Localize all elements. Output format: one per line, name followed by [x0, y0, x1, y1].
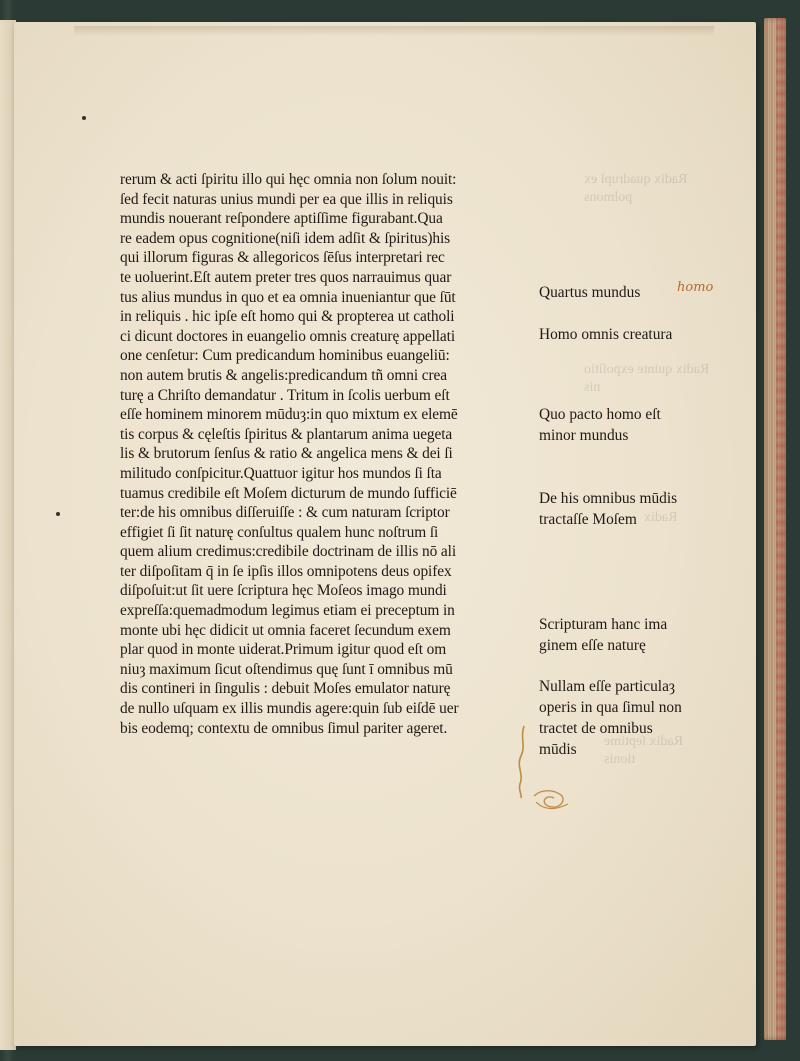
margin-note-line: tractaſſe Moſem	[539, 511, 637, 528]
margin-note-line: mūdis	[539, 741, 577, 758]
text-line: bis eodemq; contextu de omnibus ſimul pariter ageret.	[120, 719, 448, 737]
main-text-block	[120, 170, 540, 738]
ink-speck	[56, 512, 60, 516]
margin-note-homo-omnis-creatura	[539, 324, 729, 345]
text-line: turę a Chriſto demandatur . Tritum in ſcolis uerbum eſt	[120, 386, 450, 404]
text-line: dis contineri in ſingulis : debuit Moſes emulator naturę	[120, 680, 451, 698]
handwritten-flourish-icon	[512, 722, 582, 814]
margin-note-line: Nullam eſſe particulaȝ	[539, 678, 675, 695]
red-edge-staining	[776, 18, 786, 1040]
text-line: re eadem opus cognitione(niſi idem adſit & ſpiritus)his	[120, 229, 451, 247]
text-line: ci dicunt doctores in euangelio omnis creaturę appellati	[120, 327, 456, 345]
showthrough-text: Radix quadrupl ex	[584, 172, 688, 187]
text-line: militudo conſpicitur.Quattuor igitur hos mundos ſi ſta	[120, 464, 442, 482]
text-line: diſpoſuit:ut ſit uere ſcriptura hęc Moſeos imago mundi	[120, 582, 447, 600]
text-line: ter:de his omnibus diſſeruiſſe : & cum naturam ſcriptor	[120, 504, 450, 522]
text-line: in reliquis . hic ipſe eſt homo qui & propterea ut catholi	[120, 308, 455, 326]
text-line: tuamus credibile eſt Moſem dicturum de mundo ſufficiē	[120, 484, 457, 502]
text-line: qui illorum figuras & allegoricos ſēſus interpretari rec	[120, 249, 445, 267]
margin-note-scripturam-imaginem	[539, 614, 729, 656]
handwritten-annotation: homo	[677, 280, 714, 295]
text-line: plar quod in monte uiderat.Primum igitur quod eſt om	[120, 641, 447, 659]
margin-note-line: De his omnibus mūdis	[539, 490, 678, 507]
text-line: one cenſetur: Cum predicandum hominibus euangeliū:	[120, 347, 450, 365]
showthrough-text: tionis	[604, 752, 636, 767]
margin-note-line: minor mundus	[539, 427, 629, 444]
showthrough-text: Radix ſeptime	[604, 734, 683, 749]
top-edge-stain	[74, 26, 714, 36]
book-page	[14, 22, 756, 1046]
showthrough-text: Radix	[644, 510, 678, 525]
text-line: lis & brutorum ſenſus & ratio & angelica mens & dei ſi	[120, 445, 453, 463]
margin-note-line: Quartus mundus	[539, 284, 641, 301]
margin-note-line: Quo pacto homo eſt	[539, 406, 661, 423]
margin-note-line: ginem eſſe naturę	[539, 637, 646, 654]
text-line: de nullo uſquam ex illis mundis agere:quin ſub eiſdē uer	[120, 700, 459, 718]
text-line: ſed fecit naturas unius mundi per ea que illis in reliquis	[120, 190, 453, 208]
text-line: ter diſpoſitam q̄ in ſe ipſis illos omnipotens deus opifex	[120, 562, 452, 580]
text-line: te uoluerint.Eſt autem preter tres quos narrauimus quar	[120, 268, 452, 286]
ink-speck	[82, 116, 86, 120]
text-line: non autem brutis & angelis:predicandum tñ omni crea	[120, 366, 447, 384]
text-line: tis corpus & cęleſtis ſpiritus & plantarum anima uegeta	[120, 425, 453, 443]
margin-note-line: tractet de omnibus	[539, 720, 653, 737]
showthrough-text: nis	[584, 380, 601, 395]
text-line: quem alium credimus:credibile doctrinam de illis nō ali	[120, 543, 456, 561]
text-line: monte ubi hęc didicit ut omnia faceret ſecundum exem	[120, 621, 451, 639]
text-line: effigiet ſi ſit naturę conſultus qualem hunc noſtrum ſi	[120, 523, 439, 541]
text-line: mundis nouerant reſpondere aptiſſime figurabant.Qua	[120, 210, 443, 228]
margin-note-line: operis in qua ſimul non	[539, 699, 682, 716]
text-line: tus alius mundus in quo et ea omnia inueniantur que ſūt	[120, 288, 456, 306]
showthrough-text: Radix quinte expoſitio	[584, 362, 710, 377]
showthrough-text: polmons	[584, 190, 633, 205]
margin-note-line: Scripturam hanc ima	[539, 616, 668, 633]
margin-note-minor-mundus	[539, 404, 729, 446]
margin-note-line: Homo omnis creatura	[539, 326, 673, 343]
text-line: niuȝ maximum ſicut oſtendimus quę ſunt ī omnibus mū	[120, 660, 453, 678]
text-line: expreſſa:quemadmodum legimus etiam ei preceptum in	[120, 602, 455, 620]
text-line: rerum & acti ſpiritu illo qui hęc omnia non ſolum nouit:	[120, 171, 457, 188]
text-line: eſſe hominem minorem mūduȝ:in quo mixtum ex elemē	[120, 406, 458, 424]
margin-note-omnibus-mundis	[539, 488, 729, 530]
